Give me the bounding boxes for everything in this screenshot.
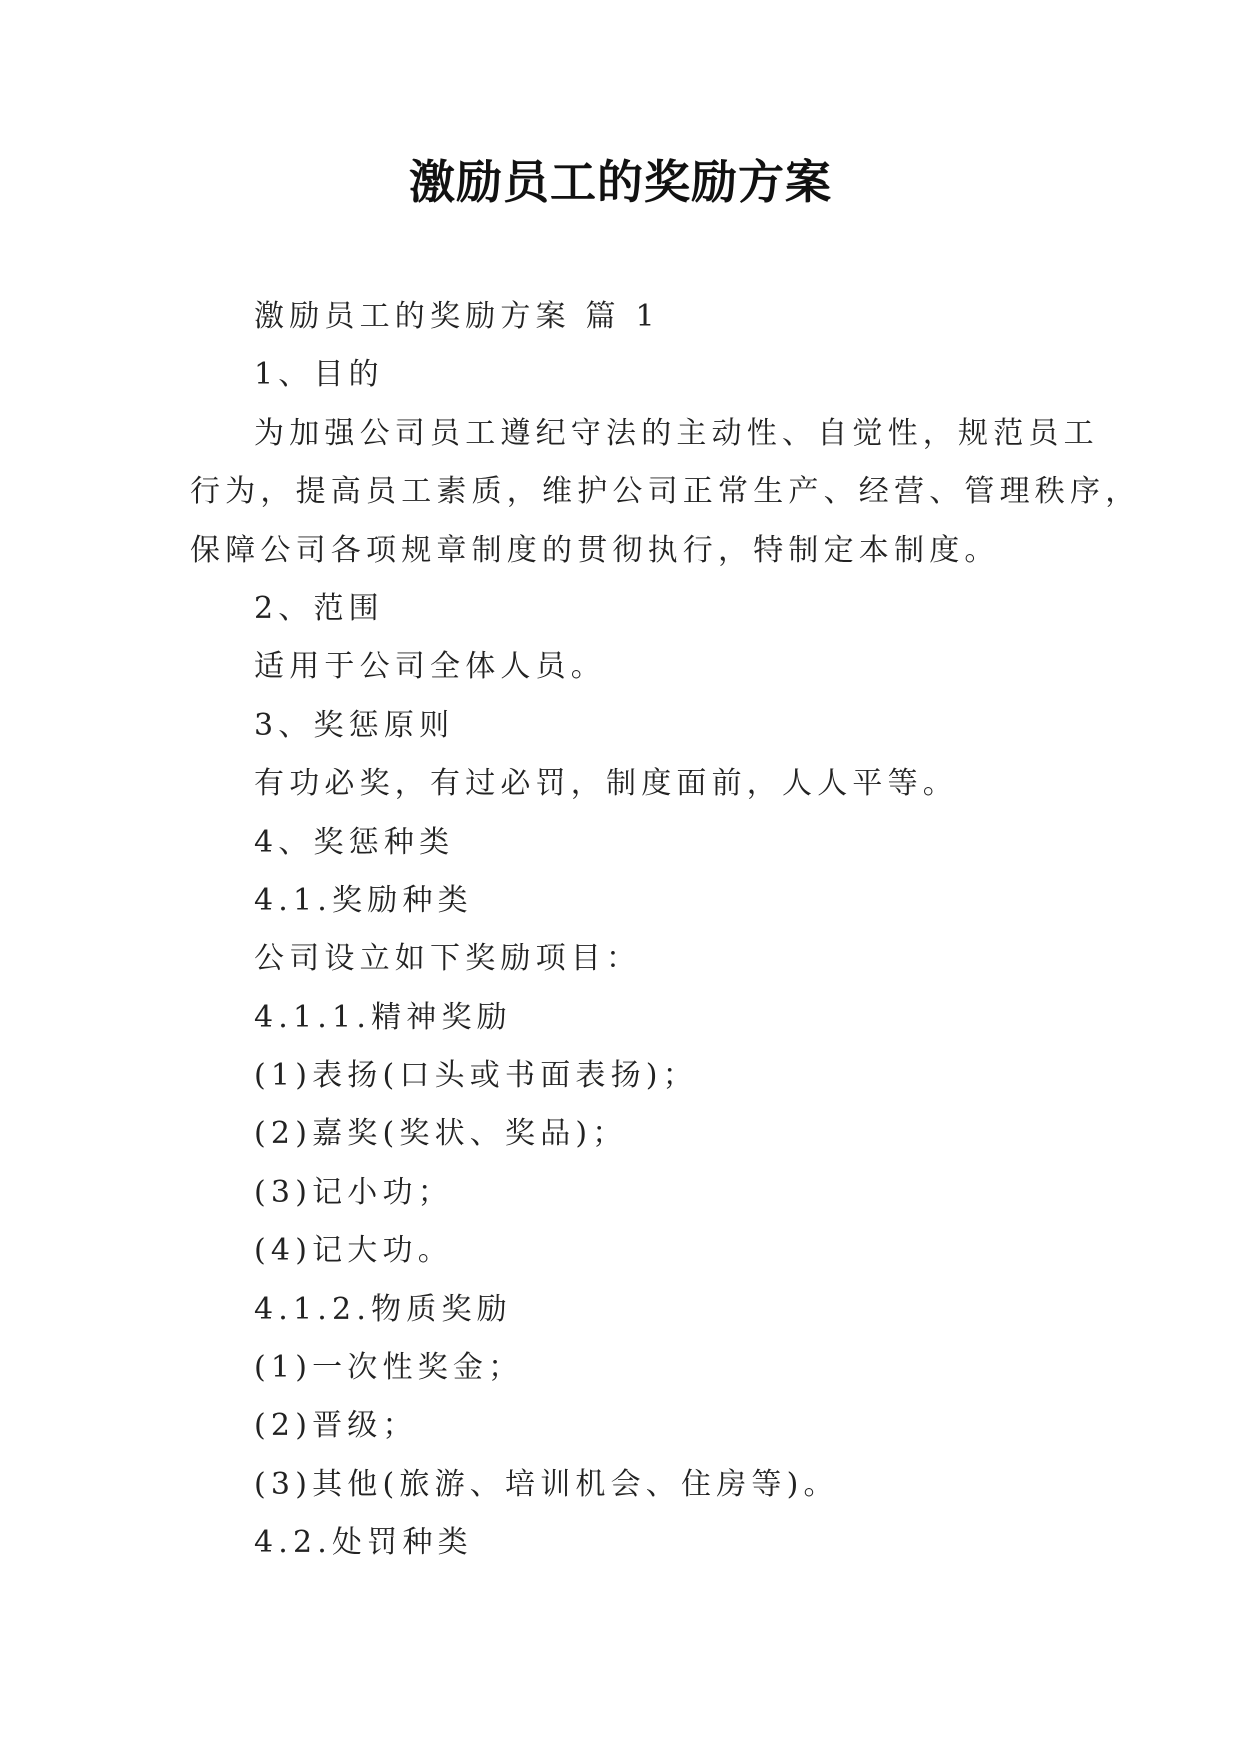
text-line: (2)嘉奖(奖状、奖品)； xyxy=(254,1116,628,1152)
text-line: (2)晋级； xyxy=(254,1408,418,1444)
text-line: 4.1.2.物质奖励 xyxy=(254,1291,512,1327)
text-line: 4、奖惩种类 xyxy=(254,824,455,860)
text-line: 4.1.1.精神奖励 xyxy=(254,999,512,1035)
text-line: 保障公司各项规章制度的贯彻执行，特制定本制度。 xyxy=(190,532,1000,568)
text-line: (1)一次性奖金； xyxy=(254,1350,524,1386)
text-line: 行为，提高员工素质，维护公司正常生产、经营、管理秩序， xyxy=(190,474,1141,510)
text-line: (3)其他(旅游、培训机会、住房等)。 xyxy=(254,1466,839,1502)
text-line: (4)记大功。 xyxy=(254,1233,453,1269)
text-line: 2、范围 xyxy=(254,590,384,626)
text-line: 4.2.处罚种类 xyxy=(254,1525,473,1561)
text-line: 有功必奖，有过必罚，制度面前，人人平等。 xyxy=(254,766,958,802)
text-line: 公司设立如下奖励项目： xyxy=(254,941,642,977)
text-line: 适用于公司全体人员。 xyxy=(254,649,606,685)
text-line: 为加强公司员工遵纪守法的主动性、自觉性，规范员工 xyxy=(254,415,1099,451)
text-line: (1)表扬(口头或书面表扬)； xyxy=(254,1058,698,1094)
text-line: 1、目的 xyxy=(254,357,384,393)
text-line: 4.1.奖励种类 xyxy=(254,882,473,918)
text-line: 3、奖惩原则 xyxy=(254,707,455,743)
text-line: 激励员工的奖励方案 篇 1 xyxy=(254,299,660,334)
text-line: (3)记小功； xyxy=(254,1174,453,1210)
document-body xyxy=(190,288,1141,1573)
document-title: 激励员工的奖励方案 xyxy=(409,155,832,209)
